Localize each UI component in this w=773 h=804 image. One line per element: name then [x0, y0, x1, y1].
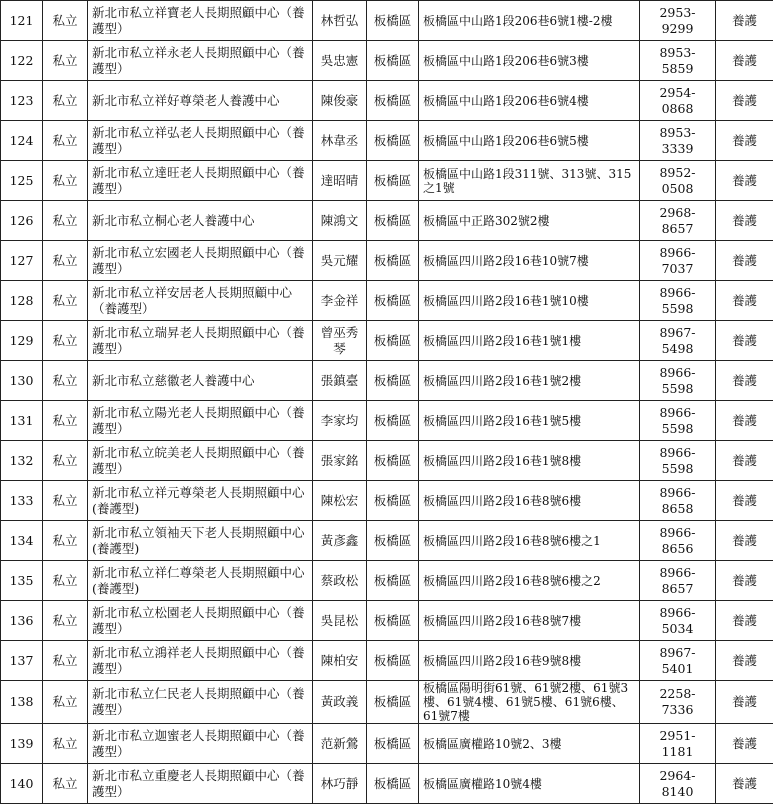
phone-number: 8966-5598	[640, 281, 716, 321]
table-row	[1, 281, 773, 321]
service-category: 養護	[716, 601, 773, 641]
ownership-type: 私立	[43, 121, 88, 161]
service-category: 養護	[716, 161, 773, 201]
facility-name: 新北市私立達旺老人長期照顧中心（養護型）	[88, 161, 313, 201]
district: 板橋區	[367, 601, 419, 641]
person-in-charge: 達昭晴	[313, 161, 367, 201]
district: 板橋區	[367, 441, 419, 481]
row-number: 136	[1, 601, 43, 641]
service-category: 養護	[716, 41, 773, 81]
table-row	[1, 601, 773, 641]
ownership-type: 私立	[43, 601, 88, 641]
phone-number: 8966-5598	[640, 401, 716, 441]
district: 板橋區	[367, 681, 419, 724]
service-category: 養護	[716, 641, 773, 681]
phone-number: 8967-5498	[640, 321, 716, 361]
table-row	[1, 521, 773, 561]
address: 板橋區中山路1段311號、313號、315之1號	[419, 161, 640, 201]
person-in-charge: 陳俊豪	[313, 81, 367, 121]
service-category: 養護	[716, 81, 773, 121]
service-category: 養護	[716, 724, 773, 764]
facility-name: 新北市私立皖美老人長期照顧中心（養護型）	[88, 441, 313, 481]
row-number: 130	[1, 361, 43, 401]
ownership-type: 私立	[43, 521, 88, 561]
phone-number: 2954-0868	[640, 81, 716, 121]
service-category: 養護	[716, 681, 773, 724]
row-number: 133	[1, 481, 43, 521]
row-number: 127	[1, 241, 43, 281]
row-number: 128	[1, 281, 43, 321]
person-in-charge: 李金祥	[313, 281, 367, 321]
table-row	[1, 1, 773, 41]
district: 板橋區	[367, 121, 419, 161]
row-number: 135	[1, 561, 43, 601]
service-category: 養護	[716, 241, 773, 281]
facility-name: 新北市私立祥安居老人長期照顧中心（養護型）	[88, 281, 313, 321]
facility-name: 新北市私立祥寶老人長期照顧中心（養護型）	[88, 1, 313, 41]
address: 板橋區四川路2段16巷8號7樓	[419, 601, 640, 641]
person-in-charge: 張鎮臺	[313, 361, 367, 401]
facility-name: 新北市私立陽光老人長期照顧中心（養護型）	[88, 401, 313, 441]
person-in-charge: 陳松宏	[313, 481, 367, 521]
table-body	[1, 1, 773, 804]
district: 板橋區	[367, 641, 419, 681]
person-in-charge: 林巧靜	[313, 764, 367, 804]
service-category: 養護	[716, 764, 773, 804]
address: 板橋區中正路302號2樓	[419, 201, 640, 241]
service-category: 養護	[716, 401, 773, 441]
row-number: 139	[1, 724, 43, 764]
service-category: 養護	[716, 481, 773, 521]
ownership-type: 私立	[43, 81, 88, 121]
address: 板橋區中山路1段206巷6號3樓	[419, 41, 640, 81]
table-row	[1, 81, 773, 121]
district: 板橋區	[367, 724, 419, 764]
person-in-charge: 陳鴻文	[313, 201, 367, 241]
phone-number: 8967-5401	[640, 641, 716, 681]
table-row	[1, 641, 773, 681]
facility-name: 新北市私立慈徽老人養護中心	[88, 361, 313, 401]
district: 板橋區	[367, 361, 419, 401]
district: 板橋區	[367, 521, 419, 561]
phone-number: 2953-9299	[640, 1, 716, 41]
ownership-type: 私立	[43, 161, 88, 201]
facility-name: 新北市私立祥仁尊榮老人長期照顧中心(養護型)	[88, 561, 313, 601]
ownership-type: 私立	[43, 281, 88, 321]
table-row	[1, 321, 773, 361]
row-number: 131	[1, 401, 43, 441]
address: 板橋區中山路1段206巷6號1樓-2樓	[419, 1, 640, 41]
service-category: 養護	[716, 281, 773, 321]
address: 板橋區四川路2段16巷1號10樓	[419, 281, 640, 321]
district: 板橋區	[367, 401, 419, 441]
person-in-charge: 林哲弘	[313, 1, 367, 41]
ownership-type: 私立	[43, 361, 88, 401]
person-in-charge: 黃政義	[313, 681, 367, 724]
address: 板橋區廣權路10號2、3樓	[419, 724, 640, 764]
ownership-type: 私立	[43, 41, 88, 81]
person-in-charge: 黃彥鑫	[313, 521, 367, 561]
table-row	[1, 41, 773, 81]
row-number: 123	[1, 81, 43, 121]
person-in-charge: 李家均	[313, 401, 367, 441]
table-row	[1, 201, 773, 241]
facility-name: 新北市私立祥永老人長期照顧中心（養護型）	[88, 41, 313, 81]
service-category: 養護	[716, 521, 773, 561]
address: 板橋區四川路2段16巷1號1樓	[419, 321, 640, 361]
person-in-charge: 范新鶯	[313, 724, 367, 764]
service-category: 養護	[716, 121, 773, 161]
ownership-type: 私立	[43, 641, 88, 681]
person-in-charge: 蔡政松	[313, 561, 367, 601]
person-in-charge: 吳元耀	[313, 241, 367, 281]
district: 板橋區	[367, 561, 419, 601]
district: 板橋區	[367, 281, 419, 321]
service-category: 養護	[716, 361, 773, 401]
person-in-charge: 曾巫秀琴	[313, 321, 367, 361]
person-in-charge: 陳柏安	[313, 641, 367, 681]
facility-name: 新北市私立重慶老人長期照顧中心（養護型）	[88, 764, 313, 804]
district: 板橋區	[367, 161, 419, 201]
address: 板橋區四川路2段16巷1號8樓	[419, 441, 640, 481]
address: 板橋區四川路2段16巷10號7樓	[419, 241, 640, 281]
row-number: 132	[1, 441, 43, 481]
district: 板橋區	[367, 241, 419, 281]
row-number: 124	[1, 121, 43, 161]
phone-number: 8953-5859	[640, 41, 716, 81]
facility-name: 新北市私立祥元尊榮老人長期照顧中心(養護型)	[88, 481, 313, 521]
row-number: 138	[1, 681, 43, 724]
service-category: 養護	[716, 561, 773, 601]
person-in-charge: 張家銘	[313, 441, 367, 481]
table-row	[1, 361, 773, 401]
facility-name: 新北市私立仁民老人長期照顧中心（養護型）	[88, 681, 313, 724]
district: 板橋區	[367, 764, 419, 804]
address: 板橋區中山路1段206巷6號4樓	[419, 81, 640, 121]
person-in-charge: 吳昆松	[313, 601, 367, 641]
table-row	[1, 401, 773, 441]
ownership-type: 私立	[43, 401, 88, 441]
facility-name: 新北市私立領袖天下老人長期照顧中心(養護型)	[88, 521, 313, 561]
facility-name: 新北市私立桐心老人養護中心	[88, 201, 313, 241]
phone-number: 8966-5598	[640, 361, 716, 401]
phone-number: 8966-8658	[640, 481, 716, 521]
phone-number: 8966-8656	[640, 521, 716, 561]
row-number: 121	[1, 1, 43, 41]
address: 板橋區四川路2段16巷8號6樓之1	[419, 521, 640, 561]
address: 板橋區中山路1段206巷6號5樓	[419, 121, 640, 161]
address: 板橋區四川路2段16巷1號5樓	[419, 401, 640, 441]
phone-number: 2951-1181	[640, 724, 716, 764]
address: 板橋區陽明街61號、61號2樓、61號3樓、61號4樓、61號5樓、61號6樓、61號7樓	[419, 681, 640, 724]
phone-number: 2964-8140	[640, 764, 716, 804]
district: 板橋區	[367, 481, 419, 521]
service-category: 養護	[716, 1, 773, 41]
phone-number: 8966-8657	[640, 561, 716, 601]
district: 板橋區	[367, 201, 419, 241]
ownership-type: 私立	[43, 441, 88, 481]
district: 板橋區	[367, 41, 419, 81]
ownership-type: 私立	[43, 321, 88, 361]
ownership-type: 私立	[43, 724, 88, 764]
row-number: 129	[1, 321, 43, 361]
phone-number: 8966-5598	[640, 441, 716, 481]
phone-number: 8952-0508	[640, 161, 716, 201]
table-row	[1, 121, 773, 161]
person-in-charge: 吳忠憲	[313, 41, 367, 81]
ownership-type: 私立	[43, 481, 88, 521]
row-number: 134	[1, 521, 43, 561]
phone-number: 8966-7037	[640, 241, 716, 281]
service-category: 養護	[716, 201, 773, 241]
ownership-type: 私立	[43, 681, 88, 724]
row-number: 137	[1, 641, 43, 681]
address: 板橋區四川路2段16巷8號6樓	[419, 481, 640, 521]
row-number: 122	[1, 41, 43, 81]
table-row	[1, 241, 773, 281]
address: 板橋區四川路2段16巷1號2樓	[419, 361, 640, 401]
table-row	[1, 441, 773, 481]
phone-number: 2968-8657	[640, 201, 716, 241]
facility-name: 新北市私立迦蜜老人長期照顧中心（養護型）	[88, 724, 313, 764]
row-number: 126	[1, 201, 43, 241]
table-row	[1, 561, 773, 601]
person-in-charge: 林韋丞	[313, 121, 367, 161]
row-number: 125	[1, 161, 43, 201]
facility-name: 新北市私立祥好尊榮老人養護中心	[88, 81, 313, 121]
table-row	[1, 764, 773, 804]
phone-number: 8953-3339	[640, 121, 716, 161]
table-row	[1, 724, 773, 764]
table-row	[1, 161, 773, 201]
phone-number: 8966-5034	[640, 601, 716, 641]
address: 板橋區廣權路10號4樓	[419, 764, 640, 804]
facility-name: 新北市私立瑞昇老人長期照顧中心（養護型）	[88, 321, 313, 361]
ownership-type: 私立	[43, 561, 88, 601]
ownership-type: 私立	[43, 764, 88, 804]
service-category: 養護	[716, 321, 773, 361]
address: 板橋區四川路2段16巷8號6樓之2	[419, 561, 640, 601]
table-row	[1, 681, 773, 724]
ownership-type: 私立	[43, 1, 88, 41]
district: 板橋區	[367, 81, 419, 121]
facility-name: 新北市私立祥弘老人長期照顧中心（養護型）	[88, 121, 313, 161]
facility-name: 新北市私立鴻祥老人長期照顧中心（養護型）	[88, 641, 313, 681]
ownership-type: 私立	[43, 201, 88, 241]
row-number: 140	[1, 764, 43, 804]
address: 板橋區四川路2段16巷9號8樓	[419, 641, 640, 681]
phone-number: 2258-7336	[640, 681, 716, 724]
facility-name: 新北市私立宏國老人長期照顧中心（養護型）	[88, 241, 313, 281]
facility-name: 新北市私立松園老人長期照顧中心（養護型）	[88, 601, 313, 641]
district: 板橋區	[367, 1, 419, 41]
service-category: 養護	[716, 441, 773, 481]
table-row	[1, 481, 773, 521]
district: 板橋區	[367, 321, 419, 361]
ownership-type: 私立	[43, 241, 88, 281]
